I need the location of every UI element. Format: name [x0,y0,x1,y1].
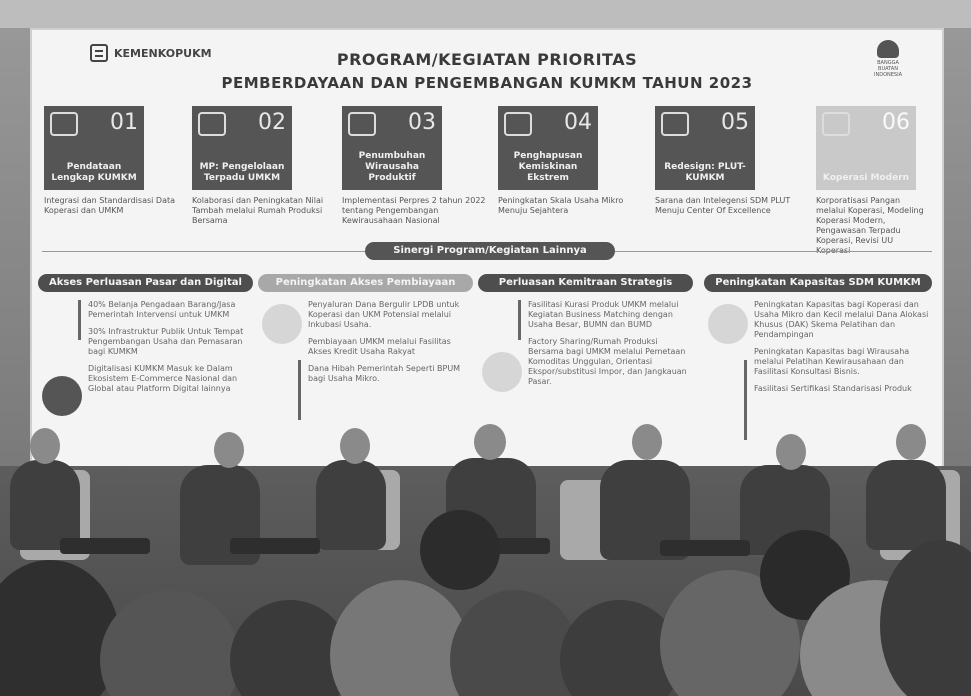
column-pembiayaan [258,274,473,391]
priority-04 [498,106,638,216]
priority-desc: Korporatisasi Pangan melalui Koperasi, Modeling Koperasi Modern, Pengawasan Terpadu Koperasi, Revisi UU [816,196,924,245]
divider [744,360,747,440]
priority-desc: Kolaborasi dan Peningkatan Nilai Tambah melalui Rumah Produksi Bersama [192,196,324,225]
panelist [316,460,386,550]
logo-text: KEMENKOPUKM [114,46,212,60]
list-item: 40% Belanja Pengadaan Barang/Jasa Pemerintah Intervensi untuk UMKM [88,300,236,319]
panelist-head [474,424,506,460]
panelist [10,460,80,550]
priority-number: 04 [564,110,592,135]
priority-number: 01 [110,110,138,135]
column-kemitraan [478,274,693,394]
list-item: Peningkatan Kapasitas bagi Wirausaha melalui Pelatihan Kewirausahaan dan Fasilitasi Konsultasi Bisnis. [754,347,910,376]
priority-06 [816,106,956,256]
priority-label: Pendataan Lengkap KUMKM [51,162,137,183]
worker-icon [348,112,376,136]
priority-number: 03 [408,110,436,135]
list-item: Factory Sharing/Rumah Produksi Bersama bagi UMKM melalui Pemetaan Komoditas Unggulan, Orientasi Ekspor/substitusi Impor, dan Jangkauan Pasar. [528,337,687,386]
divider [518,300,521,340]
priority-label: Redesign: PLUT-KUMKM [664,162,746,183]
list-item: 30% Infrastruktur Publik Untuk Tempat Pengembangan Usaha dan Pemasaran bagi KUMKM [88,327,244,356]
priority-desc: Integrasi dan Standardisasi Data Koperasi dan UMKM [44,196,176,215]
panelist-head [214,432,244,468]
person-icon [708,304,748,344]
priority-01 [44,106,184,216]
sinergi-banner: Sinergi Program/Kegiatan Lainnya [365,242,615,260]
priority-label: MP: Pengelolaan Terpadu UMKM [199,162,285,183]
column-header: Peningkatan Akses Pembiayaan [258,274,473,292]
priority-desc: Sarana dan Intelegensi SDM PLUT Menuju Center Of Excellence [655,196,791,215]
priority-02 [192,106,332,226]
lightbulb-icon [822,112,850,136]
network-icon [482,352,522,392]
panelist-head [30,428,60,464]
audience-member [420,510,500,590]
ceiling-wall [0,0,971,28]
scales-icon [504,112,532,136]
list-item: Digitalisasi KUMKM Masuk ke Dalam Ekosistem E-Commerce Nasional dan Global atau Platform Digital lainnya [88,364,238,393]
priority-number: 05 [721,110,749,135]
list-item: Fasilitasi Sertifikasi Standarisasi Produk [754,384,912,393]
priority-label: Penumbuhan Wirausaha Produktif [358,151,426,183]
screen-title-line2: PEMBERDAYAAN DAN PENGEMBANGAN KUMKM TAHUN 2023 [221,74,753,92]
list-item: Penyaluran Dana Bergulir LPDB untuk Koperasi dan UKM Potensial melalui Inkubasi Usaha. [308,300,460,329]
presentation-screen [32,30,942,480]
priority-05 [655,106,795,216]
side-table [60,538,150,554]
panelist-head [632,424,662,460]
column-pasar-digital [38,274,253,401]
logo-right-text: BANGGA BUATAN INDONESIA [874,60,902,78]
megaphone-icon [42,376,82,416]
list-item: Pembiayaan UMKM melalui Fasilitas Akses Kredit Usaha Rakyat [308,337,451,356]
brain-icon [661,112,689,136]
list-item: Peningkatan Kapasitas bagi Koperasi dan Usaha Mikro dan Kecil melalui Dana Alokasi Khusus (DAK) Skema Pelatihan dan Pendampingan [754,300,929,339]
list-item: Fasilitasi Kurasi Produk UMKM melalui Kegiatan Business Matching dengan Usaha Besar, BUMN dan BUMD [528,300,679,329]
priority-desc: Implementasi Perpres 2 tahun 2022 tentang Pengembangan Kewirausahaan Nasional [342,196,486,225]
priority-number: 06 [882,110,910,135]
panelist [866,460,946,550]
priority-label: Koperasi Modern [822,173,910,183]
panelist-head [340,428,370,464]
side-table [660,540,750,556]
dollar-icon [262,304,302,344]
divider [298,360,301,420]
divider [78,300,81,340]
column-header: Perluasan Kemitraan Strategis [478,274,693,292]
panelist-head [776,434,806,470]
priority-desc: Peningkatan Skala Usaha Mikro Menuju Sejahtera [498,196,624,215]
column-sdm [704,274,932,401]
priority-number: 02 [258,110,286,135]
screen-title-line1: PROGRAM/KEGIATAN PRIORITAS [336,50,638,69]
panelist-head [896,424,926,460]
printer-icon [50,112,78,136]
column-header: Peningkatan Kapasitas SDM KUMKM [704,274,932,292]
factory-icon [198,112,226,136]
priority-03 [342,106,486,226]
priority-label: Penghapusan Kemiskinan Ekstrem [513,151,583,183]
column-header: Akses Perluasan Pasar dan Digital [38,274,253,292]
side-table [230,538,320,554]
list-item: Dana Hibah Pemerintah Seperti BPUM bagi Usaha Mikro. [308,364,461,383]
